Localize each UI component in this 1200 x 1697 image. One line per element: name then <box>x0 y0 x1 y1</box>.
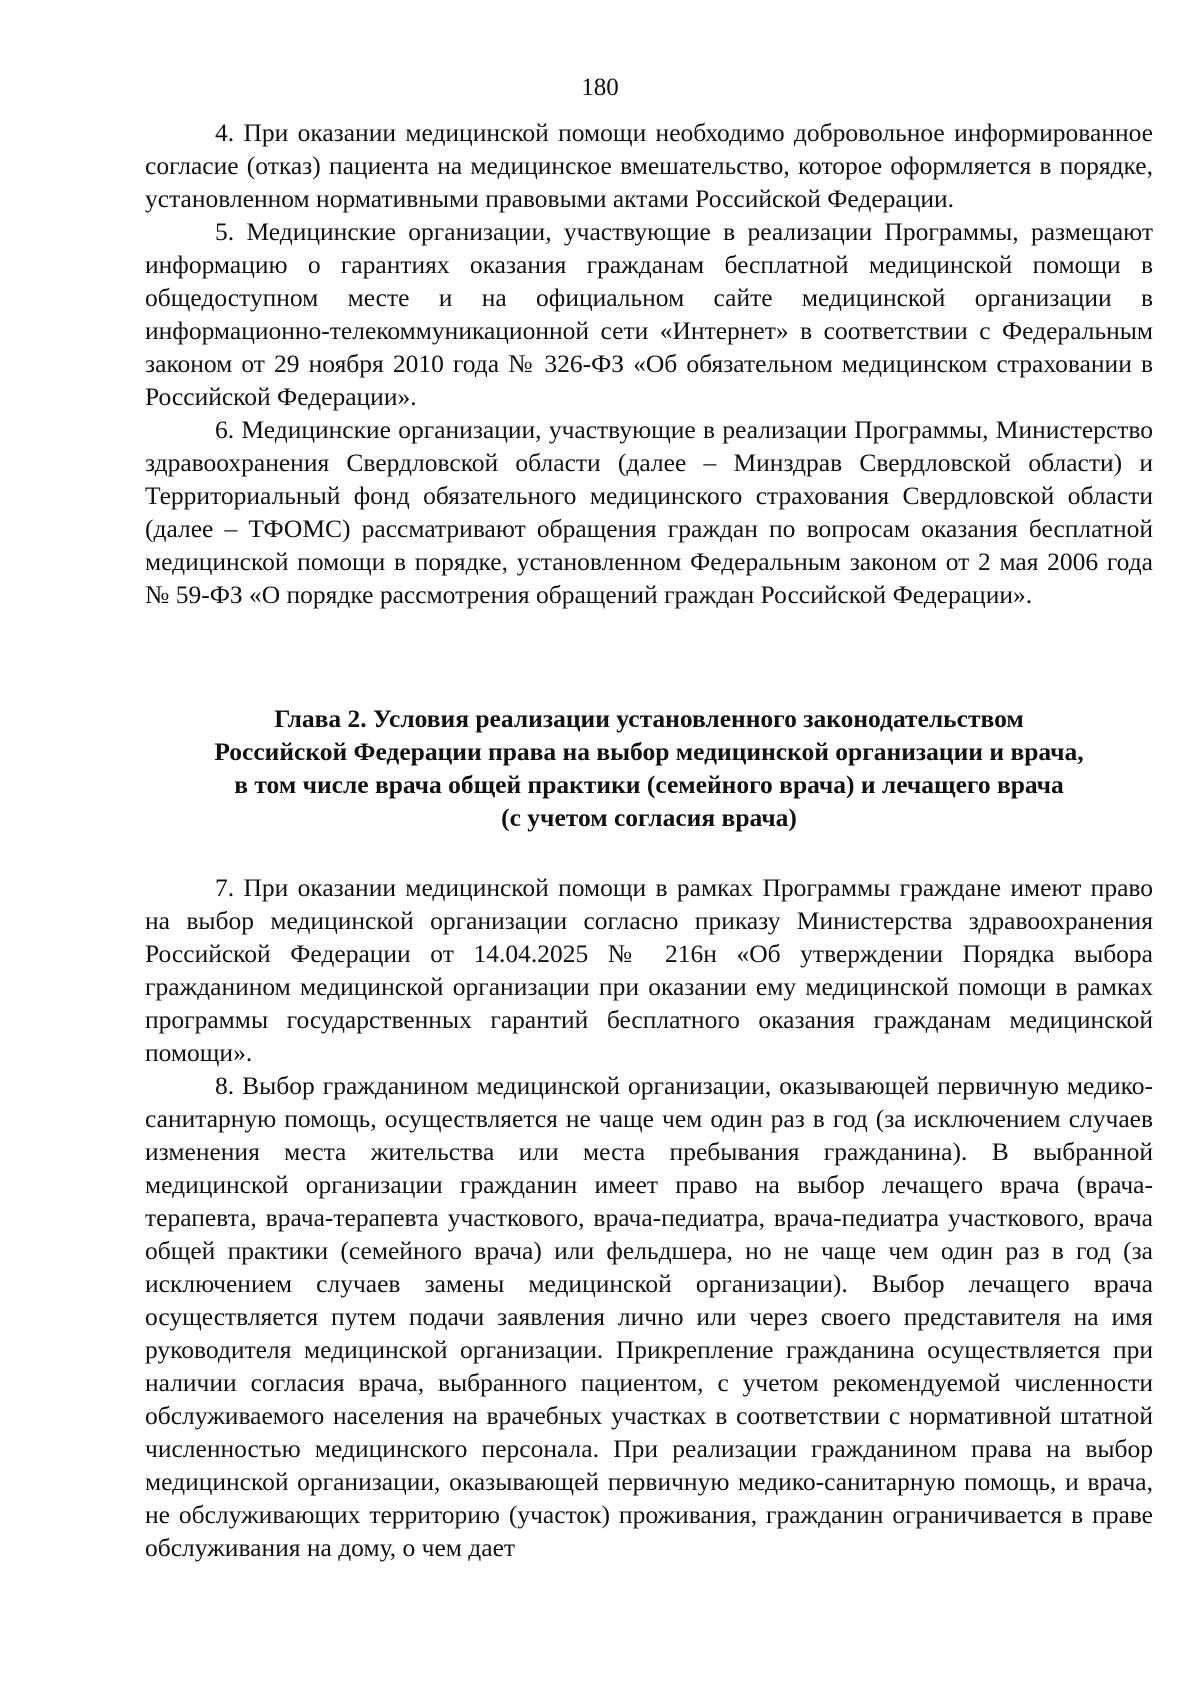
text-block-bottom <box>145 871 1153 1564</box>
paragraph-7: 7. При оказании медицинской помощи в рамках Программы граждане имеют право на выбор медицинской организации согласно приказу Министерства здравоохранения Российской Федерации от 14.04.2025 № 216н «Об утверждении Порядка выбора гражданином медицинской организации при оказании ему медицинской помощи в рамках программы государственных гарантий бесплатного оказания гражданам медицинской помощи». <box>145 873 1153 1067</box>
chapter-heading <box>145 702 1153 834</box>
paragraph-5: 5. Медицинские организации, участвующие в реализации Программы, размещают информацию о гарантиях оказания гражданам бесплатной медицинской помощи в общедоступном месте и на официальном сайте медицинской организации в информационно-телекоммуникационной сети «Интернет» в соответствии с Федеральным законом от 29 ноября 2010 года № 326-ФЗ «Об обязательном медицинском страховании в Российской Федерации». <box>145 217 1153 411</box>
chapter-heading-line: Глава 2. Условия реализации установленного законодательством <box>274 704 1024 733</box>
paragraph-6: 6. Медицинские организации, участвующие в реализации Программы, Министерство здравоохранения Свердловской области (далее – Минздрав Свердловской области) и Территориальный фонд обязательного медицинского страхования Свердловской области (далее – ТФОМС) рассматривают обращения граждан по вопросам оказания бесплатной медицинской помощи в порядке, установленном Федеральным законом от 2 мая 2006 года № 59-ФЗ «О порядке рассмотрения обращений граждан Российской Федерации». <box>145 415 1153 609</box>
paragraph-8: 8. Выбор гражданином медицинской организации, оказывающей первичную медико-санитарную помощь, осуществляется не чаще чем один раз в год (за исключением случаев изменения места жительства или места пребывания гражданина). В выбранной медицинской организации гражданин имеет право на выбор лечащего врача (врача-терапевта, врача-терапевта участкового, врача-педиатра, врача-педиатра участкового, врача общей практики (семейного врача) или фельдшера, но не чаще чем один раз в год (за исключением случаев замены медицинской организации). Выбор лечащего врача осуществляется путем подачи заявления лично или через своего представителя на имя руководителя медицинской организации. Прикрепление гражданина осуществляется при наличии согласия врача, выбранного пациентом, с учетом рекомендуемой численности обслуживаемого населения на врачебных участках в соответствии с нормативной штатной численностью медицинского персонала. При реализации гражданином права на выбор медицинской организации, оказывающей первичную медико-санитарную помощь, и врача, не обслуживающих территорию (участок) проживания, гражданин ограничивается в праве обслуживания на дому, о чем дает <box>145 1071 1153 1562</box>
paragraph-4: 4. При оказании медицинской помощи необходимо добровольное информированное согласие (отказ) пациента на медицинское вмешательство, которое оформляется в порядке, установленном нормативными правовыми актами Российской Федерации. <box>145 118 1153 213</box>
chapter-heading-line: (с учетом согласия врача) <box>501 803 797 832</box>
chapter-heading-line: Российской Федерации права на выбор медицинской организации и врача, <box>214 737 1084 766</box>
page-number: 180 <box>581 74 619 101</box>
chapter-heading-line: в том числе врача общей практики (семейного врача) и лечащего врача <box>234 770 1064 799</box>
text-block-top <box>145 116 1153 611</box>
